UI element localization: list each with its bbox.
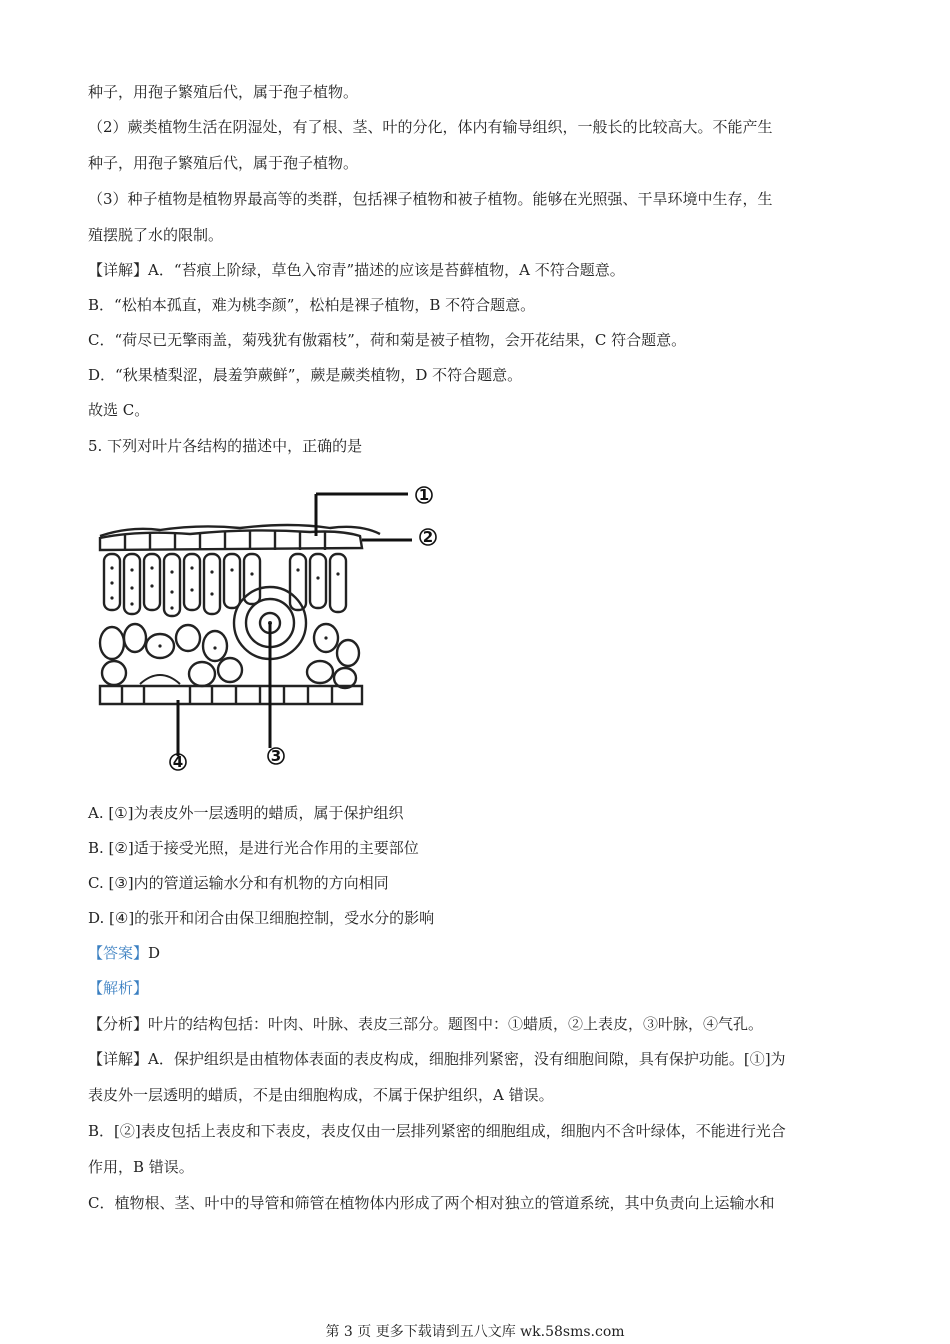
spongy-layer [100, 624, 359, 688]
stoma [140, 675, 180, 684]
option-d: D. [④]的张开和闭合由保卫细胞控制，受水分的影响 [88, 909, 435, 927]
label-1: 1 [418, 486, 430, 504]
explanation-line: 表皮外一层透明的蜡质，不是由细胞构成，不属于保护组织，A 错误。 [88, 1086, 554, 1104]
option-b: B. [②]适于接受光照，是进行光合作用的主要部位 [88, 839, 419, 857]
text-line: 种子，用孢子繁殖后代，属于孢子植物。 [88, 83, 359, 101]
upper-epidermis [100, 530, 362, 550]
explanation-line: B．[②]表皮包括上表皮和下表皮，表皮仅由一层排列紧密的细胞组成，细胞内不含叶绿体，不能进行光合 [88, 1122, 786, 1140]
text-line: C．“荷尽已无擎雨盖，菊残犹有傲霜枝”，荷和菊是被子植物，会开花结果，C 符合题意。 [88, 331, 687, 349]
text-line: （2）蕨类植物生活在阴湿处，有了根、茎、叶的分化，体内有输导组织，一般长的比较高大。不能产生 [88, 118, 773, 136]
lower-epidermis [100, 686, 362, 704]
text-line: B．“松柏本孤直，难为桃李颜”，松柏是裸子植物，B 不符合题意。 [88, 296, 536, 314]
answer-label: 【答案】 [88, 944, 149, 962]
palisade-layer [104, 554, 346, 616]
option-a: A. [①]为表皮外一层透明的蜡质，属于保护组织 [88, 804, 404, 822]
text-line: 【详解】A．“苔痕上阶绿，草色入帘青”描述的应该是苔藓植物，A 不符合题意。 [88, 261, 625, 279]
question-title: 5. 下列对叶片各结构的描述中，正确的是 [88, 437, 363, 455]
label-3: 3 [270, 747, 282, 765]
label-4: 4 [172, 753, 184, 771]
explanation-line: 【分析】叶片的结构包括：叶肉、叶脉、表皮三部分。题图中：①蜡质，②上表皮，③叶脉，④气孔。 [88, 1015, 764, 1033]
option-c: C. [③]内的管道运输水分和有机物的方向相同 [88, 874, 389, 892]
analysis-label: 【解析】 [88, 979, 149, 997]
answer-value: D [148, 944, 161, 962]
answer-line [88, 943, 160, 963]
page-footer: 第 3 页 更多下载请到五八文库 wk.58sms.com [325, 1324, 625, 1340]
leaf-cross-section-figure [90, 478, 460, 778]
explanation-line: 【详解】A．保护组织是由植物体表面的表皮构成，细胞排列紧密，没有细胞间隙，具有保护功能。[①]为 [88, 1050, 786, 1068]
label-2: 2 [422, 528, 434, 546]
text-line: 故选 C。 [88, 401, 150, 419]
text-line: 种子，用孢子繁殖后代，属于孢子植物。 [88, 154, 359, 172]
text-line: 殖摆脱了水的限制。 [88, 226, 224, 244]
explanation-line: 作用，B 错误。 [88, 1158, 194, 1176]
text-line: （3）种子植物是植物界最高等的类群，包括裸子植物和被子植物。能够在光照强、干旱环境中生存，生 [88, 190, 773, 208]
text-line: D．“秋果楂梨涩，晨羞笋蕨鲜”，蕨是蕨类植物，D 不符合题意。 [88, 366, 523, 384]
explanation-line: C．植物根、茎、叶中的导管和筛管在植物体内形成了两个相对独立的管道系统，其中负责向上运输水和 [88, 1194, 775, 1212]
